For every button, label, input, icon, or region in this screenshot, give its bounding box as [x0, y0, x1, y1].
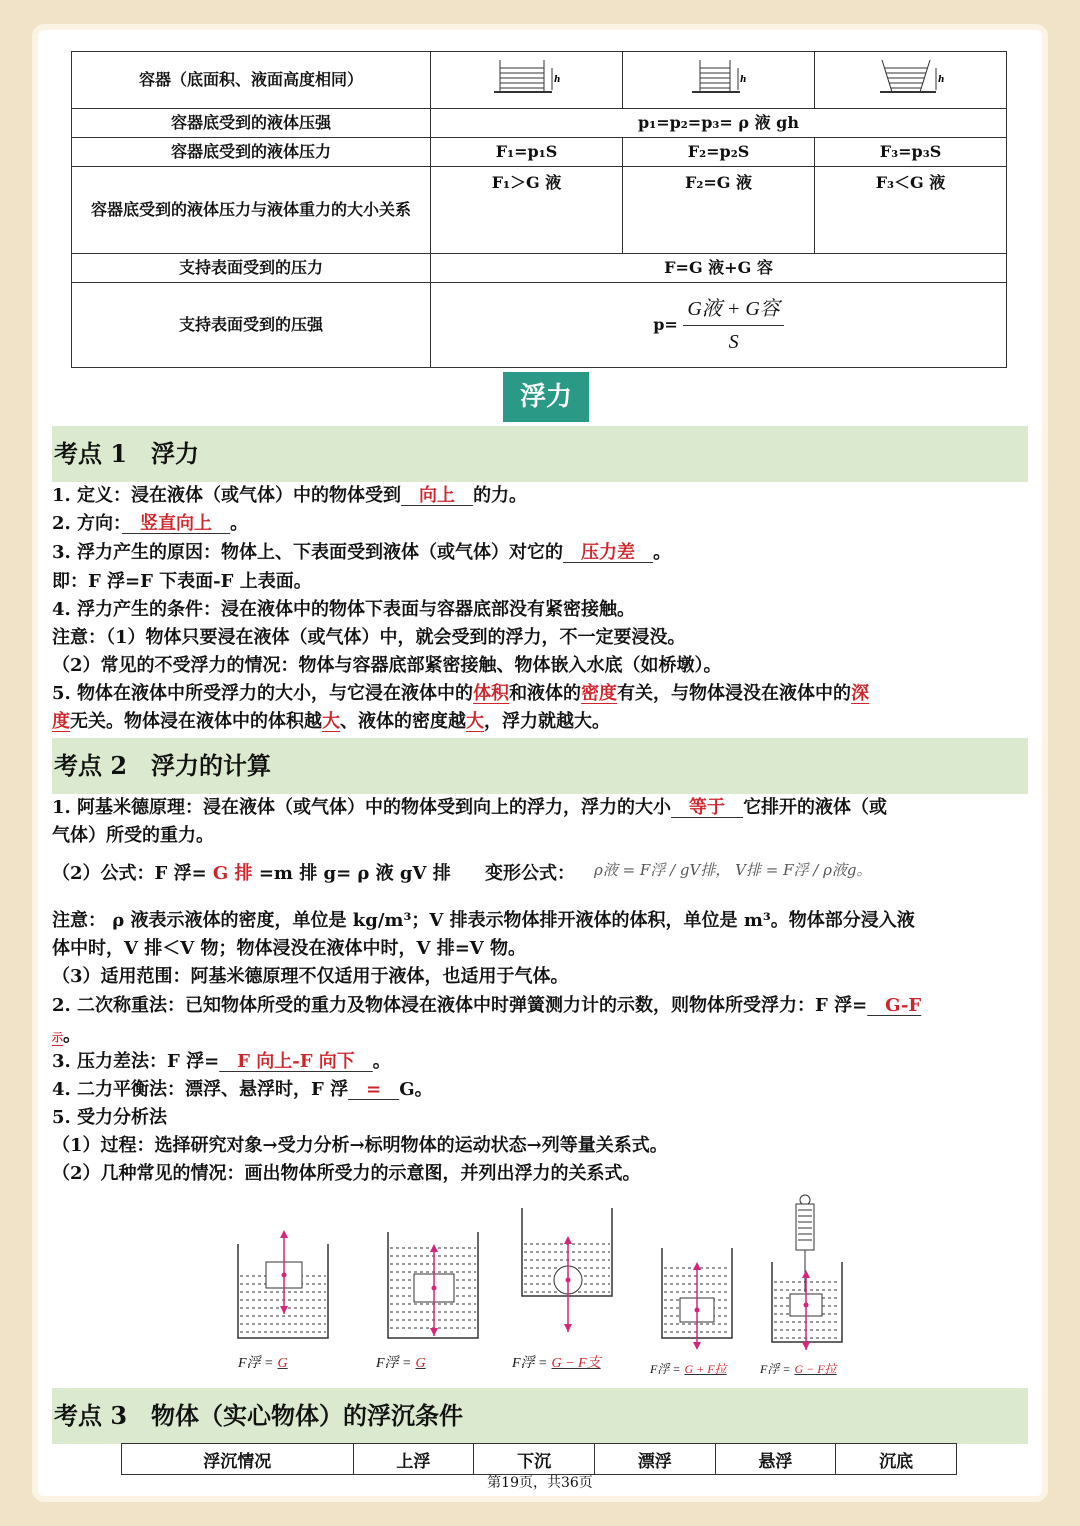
row-label: 容器底受到的液体压强 — [72, 109, 431, 138]
kp1-line: 注意：（1）物体只要浸在液体（或气体）中，就会受到的浮力，不一定要浸没。 — [52, 627, 686, 648]
svg-text:h: h — [937, 74, 945, 85]
kp2-line: （2）公式：F 浮= G 排 =m 排 g= ρ 液 gV 排 — [52, 863, 451, 884]
diagram-tied-down — [660, 1244, 735, 1354]
kp2-line: 气体）所受的重力。 — [52, 825, 214, 846]
kp3-heading: 考点 3 物体（实心物体）的浮沉条件 — [52, 1388, 1028, 1444]
kp1-line: 5. 物体在液体中所受浮力的大小，与它浸在液体中的体积和液体的密度有关，与物体浸没在液体中的深 — [52, 683, 870, 704]
variant-label: 变形公式： — [485, 863, 575, 884]
support-pressure — [431, 283, 1007, 368]
diagram-suspended — [386, 1196, 481, 1346]
container-diagram-1 — [431, 52, 623, 109]
kp2-line: 体中时，V 排＜V 物；物体浸没在液体中时，V 排=V 物。 — [52, 938, 527, 959]
header-cell: 悬浮 — [715, 1444, 836, 1475]
header-cell: 沉底 — [836, 1444, 957, 1475]
header-cell: 上浮 — [353, 1444, 474, 1475]
relation-cell: F₁＞G 液 — [431, 167, 623, 254]
kp1-line: 3. 浮力产生的原因：物体上、下表面受到液体（或气体）对它的 压力差 。 — [52, 542, 672, 563]
diagram-caption: F浮 = G — [376, 1356, 426, 1371]
row-label: 容器（底面积、液面高度相同） — [72, 52, 431, 109]
force-cell: F₂=p₂S — [623, 138, 815, 167]
kp2-line: （2）几种常见的情况：画出物体所受力的示意图，并列出浮力的关系式。 — [52, 1163, 641, 1184]
row-label: 支持表面受到的压强 — [72, 283, 431, 368]
kp2-line: （1）过程：选择研究对象→受力分析→标明物体的运动状态→列等量关系式。 — [52, 1135, 668, 1156]
pressure-table — [71, 51, 1007, 368]
kp2-line: 示。 — [52, 1025, 81, 1046]
row-label: 容器底受到的液体压力 — [72, 138, 431, 167]
relation-cell: F₃＜G 液 — [815, 167, 1007, 254]
variant-formulas: ρ液 = F浮 / gV排， V排 = F浮 / ρ液g — [594, 861, 857, 879]
svg-text:h: h — [553, 74, 561, 85]
sink-float-table — [121, 1443, 957, 1475]
support-force: F=G 液+G 容 — [431, 254, 1007, 283]
diagram-spring-scale — [768, 1192, 848, 1354]
force-cell: F₃=p₃S — [815, 138, 1007, 167]
kp1-heading: 考点 1 浮力 — [52, 426, 1028, 482]
kp1-line: （2）常见的不受浮力的情况：物体与容器底部紧密接触、物体嵌入水底（如桥墩）。 — [52, 655, 722, 676]
kp1-line: 度无关。物体浸在液体中的体积越大、液体的密度越大，浮力就越大。 — [52, 711, 610, 732]
diagram-sinking — [520, 1204, 615, 1354]
kp2-line: （3）适用范围：阿基米德原理不仅适用于液体，也适用于气体。 — [52, 966, 569, 987]
kp2-line: 1. 阿基米德原理：浸在液体（或气体）中的物体受到向上的浮力，浮力的大小 等于 它排开的液体（或 — [52, 797, 888, 818]
kp2-line: 3. 压力差法：F 浮= F 向上-F 向下 。 — [52, 1051, 391, 1072]
header-cell: 漂浮 — [594, 1444, 715, 1475]
formula-prefix: p= — [653, 314, 678, 334]
diagram-caption: F浮 = G + F拉 — [650, 1362, 727, 1376]
kp1-line: 2. 方向： 竖直向上 。 — [52, 513, 249, 534]
svg-text:h: h — [739, 74, 747, 85]
row-label: 容器底受到的液体压力与液体重力的大小关系 — [72, 167, 431, 254]
kp1-line: 1. 定义：浸在液体（或气体）中的物体受到 向上 的力。 — [52, 485, 528, 506]
relation-cell: F₂=G 液 — [623, 167, 815, 254]
kp1-line: 即：F 浮=F 下表面-F 上表面。 — [52, 571, 312, 592]
row-label: 支持表面受到的压力 — [72, 254, 431, 283]
diagram-caption: F浮 = G − F支 — [512, 1356, 601, 1371]
diagram-caption: F浮 = G — [238, 1356, 288, 1371]
section-title: 浮力 — [503, 372, 589, 422]
kp2-line: 注意： ρ 液表示液体的密度，单位是 kg/m³；V 排表示物体排开液体的体积，单位是 m³。物体部分浸入液 — [52, 910, 915, 931]
pressure-formula: p₁=p₂=p₃= ρ 液 gh — [431, 109, 1007, 138]
header-cell: 下沉 — [474, 1444, 595, 1475]
diagram-caption: F浮 = G − F拉 — [760, 1362, 837, 1376]
kp2-line: 5. 受力分析法 — [52, 1107, 168, 1128]
kp1-line: 4. 浮力产生的条件：浸在液体中的物体下表面与容器底部没有紧密接触。 — [52, 599, 636, 620]
diagram-floating — [236, 1196, 331, 1346]
force-cell: F₁=p₁S — [431, 138, 623, 167]
page-number: 第19页，共36页 — [487, 1475, 593, 1491]
container-diagram-3 — [815, 52, 1007, 109]
header-cell: 浮沉情况 — [122, 1444, 354, 1475]
kp2-heading: 考点 2 浮力的计算 — [52, 738, 1028, 794]
fraction: $\frac{\text{G液 + G容}}{S}$ — [683, 295, 783, 356]
container-diagram-2 — [623, 52, 815, 109]
kp2-line: 2. 二次称重法：已知物体所受的重力及物体浸在液体中时弹簧测力计的示数，则物体所受浮力：F 浮= G-F — [52, 995, 922, 1016]
kp2-line: 4. 二力平衡法：漂浮、悬浮时，F 浮 = G。 — [52, 1079, 433, 1100]
